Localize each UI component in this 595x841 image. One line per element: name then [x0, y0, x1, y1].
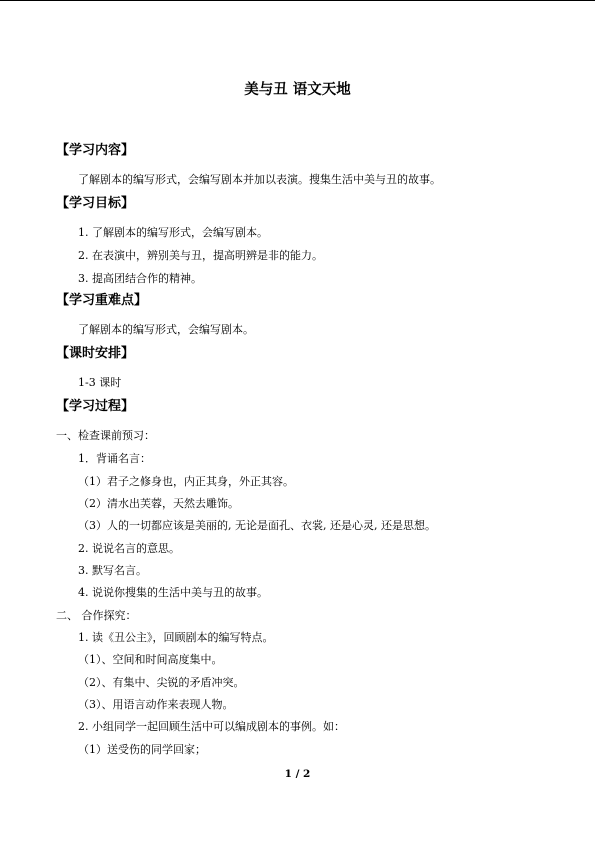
process-line: 2. 说说名言的意思。: [78, 542, 180, 555]
process-line: 3. 默写名言。: [78, 564, 147, 577]
goal-item: 2. 在表演中，辨别美与丑，提高明辨是非的能力。: [78, 249, 323, 262]
top-border-line: [0, 0, 595, 1]
content-text: 了解剧本的编写形式，会编写剧本并加以表演。搜集生活中美与丑的故事。: [78, 173, 441, 186]
process-line: 二、 合作探究：: [56, 609, 137, 622]
goal-item: 3. 提高团结合作的精神。: [78, 272, 202, 285]
process-line: 1．背诵名言：: [78, 452, 151, 465]
process-line: （2）、有集中、尖锐的矛盾冲突。: [78, 676, 245, 689]
schedule-text: 1-3 课时: [78, 376, 122, 389]
page-number: 1 / 2: [284, 768, 311, 780]
process-line: 一、检查课前预习：: [56, 429, 155, 442]
process-line: （3）人的一切都应该是美丽的, 无论是面孔、衣裳, 还是心灵, 还是思想。: [78, 519, 436, 532]
process-line: （1）君子之修身也，内正其身，外正其容。: [78, 475, 294, 488]
key-points-text: 了解剧本的编写形式，会编写剧本。: [78, 323, 254, 336]
process-line: （3）、用语言动作来表现人物。: [78, 698, 234, 711]
process-line: （1）送受伤的同学回家；: [78, 743, 206, 756]
section-heading-goals: 【学习目标】: [56, 196, 135, 211]
process-line: 2. 小组同学一起回顾生活中可以编成剧本的事例。如：: [78, 720, 345, 733]
section-heading-process: 【学习过程】: [56, 399, 135, 414]
section-heading-key-points: 【学习重难点】: [56, 293, 148, 308]
section-heading-schedule: 【课时安排】: [56, 346, 135, 361]
process-line: （2）清水出芙蓉，天然去雕饰。: [78, 497, 239, 510]
section-heading-content: 【学习内容】: [56, 143, 135, 158]
document-title: 美与丑 语文天地: [244, 82, 351, 98]
process-line: 1. 读《丑公主》，回顾剧本的编写特点。: [78, 631, 274, 644]
process-line: （1）、空间和时间高度集中。: [78, 653, 223, 666]
process-line: 4. 说说你搜集的生活中美与丑的故事。: [78, 586, 268, 599]
goal-item: 1. 了解剧本的编写形式，会编写剧本。: [78, 226, 268, 239]
